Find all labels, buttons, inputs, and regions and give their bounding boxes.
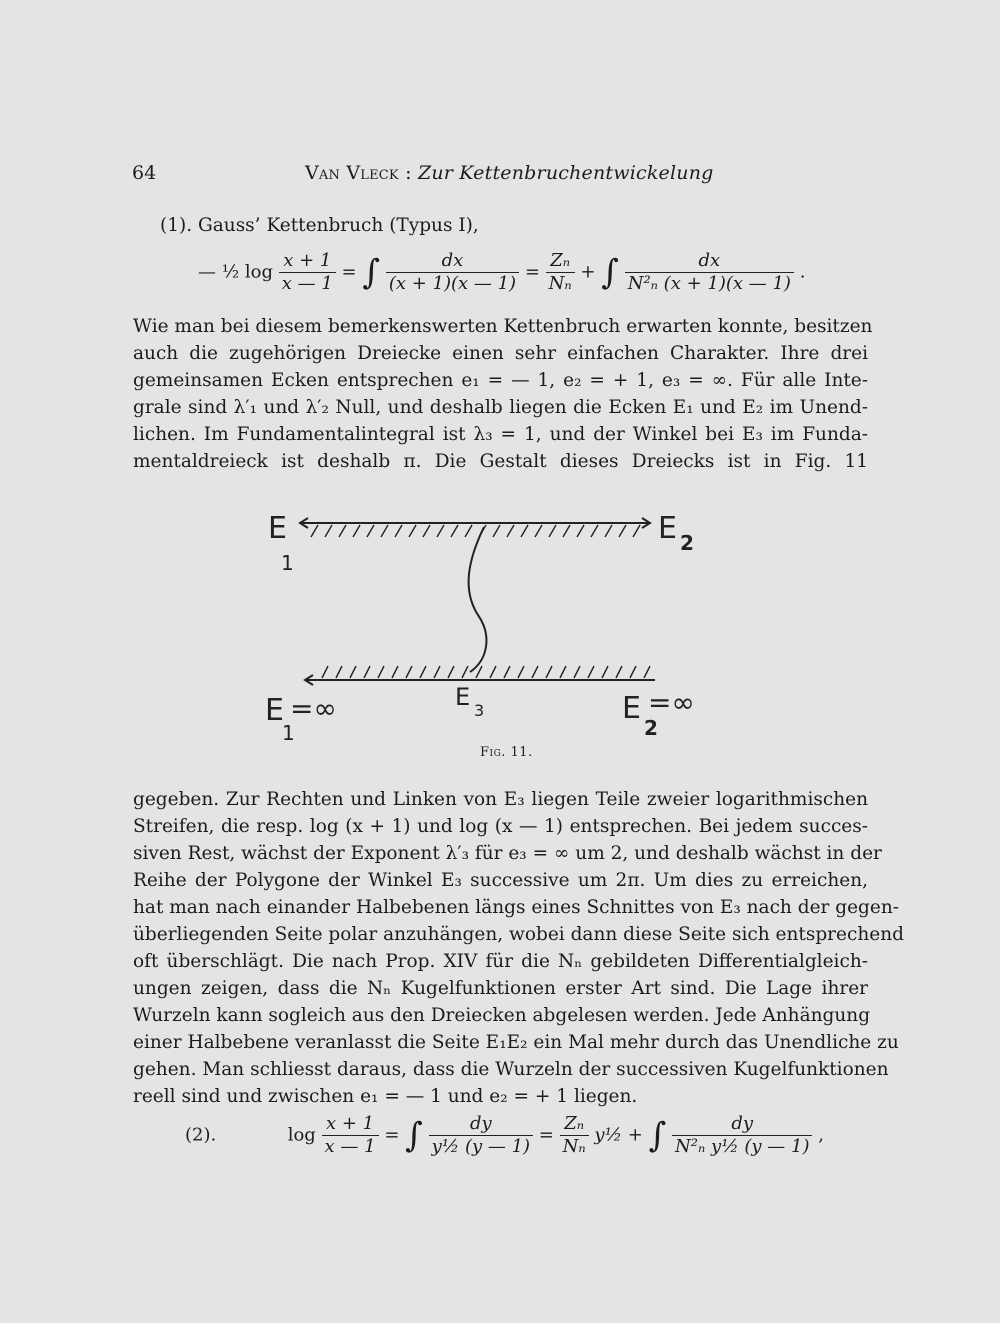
label-e1-top: E	[268, 511, 287, 546]
eq2-rem-den: N²ₙ y½ (y — 1)	[675, 1136, 810, 1157]
para2-line: Streifen, die resp. log (x + 1) und log (x — 1) entsprechen. Bei jedem succes-	[133, 816, 868, 837]
connecting-curve	[469, 527, 487, 672]
eq2-integrand	[429, 1113, 533, 1158]
eq2-fraction	[322, 1113, 379, 1158]
header-author: Van Vleck	[305, 162, 399, 184]
top-hatching	[311, 525, 640, 537]
eq2-plus: +	[627, 1124, 643, 1146]
eq1-nn: Nₙ	[548, 273, 572, 294]
label-e2-infinity: =∞	[648, 686, 695, 719]
eq2-mid: y½	[594, 1124, 623, 1146]
header-separator: :	[405, 162, 412, 184]
equation-2	[185, 1113, 824, 1158]
figure-caption: Fig. 11.	[480, 745, 533, 760]
label-e2-bottom: E	[622, 691, 641, 726]
bottom-hatching	[322, 666, 650, 678]
integral-sign: ∫	[362, 252, 381, 293]
label-e2-top-sub: 2	[680, 531, 694, 555]
para2-line: gegeben. Zur Rechten und Linken von E₃ liegen Teile zweier logarithmischen	[133, 789, 868, 810]
para2-line: oft überschlägt. Die nach Prop. XIV für die Nₙ gebildeten Differentialgleich-	[133, 951, 868, 972]
label-e1-bottom: E	[265, 693, 284, 728]
para2-line: Wurzeln kann sogleich aus den Dreiecken abgelesen werden. Jede Anhängung	[133, 1005, 871, 1026]
eq2-equals-2: =	[538, 1124, 554, 1146]
eq2-nn: Nₙ	[562, 1136, 586, 1157]
eq1-equals: =	[341, 261, 357, 283]
section1-heading: (1). Gauss’ Kettenbruch (Typus I),	[160, 215, 479, 236]
integral-sign: ∫	[601, 252, 619, 293]
eq1-frac-den: x — 1	[281, 273, 333, 294]
eq2-frac-num: x + 1	[322, 1113, 379, 1136]
para1-line: gemeinsamen Ecken entsprechen e₁ = — 1, e₂ = + 1, e₃ = ∞. Für alle Inte-	[133, 370, 868, 391]
eq1-prefix: — ½ log	[198, 261, 274, 283]
eq2-int-num: dy	[429, 1113, 533, 1136]
label-e2-bottom-sub: 2	[644, 716, 658, 740]
eq1-int-num: dx	[386, 250, 519, 273]
eq1-int-den: (x + 1)(x — 1)	[388, 273, 517, 294]
para2-line: überliegenden Seite polar anzuhängen, wobei dann diese Seite sich entsprechend	[133, 924, 904, 945]
label-e1-bottom-sub: 1	[282, 721, 295, 745]
eq1-zn: Zₙ	[546, 250, 575, 273]
eq1-rem-den: N²ₙ (x + 1)(x — 1)	[627, 273, 791, 294]
header-title: Zur Kettenbruchentwickelung	[417, 162, 714, 184]
eq2-label: (2).	[185, 1124, 217, 1146]
eq1-plus: +	[580, 261, 596, 283]
eq2-zn: Zₙ	[560, 1113, 589, 1136]
label-e1-top-sub: 1	[281, 551, 294, 575]
label-e2-top: E	[658, 511, 677, 546]
para2-line: siven Rest, wächst der Exponent λ′₃ für e₃ = ∞ um 2, und deshalb wächst in der	[133, 843, 882, 864]
para1-line: lichen. Im Fundamentalintegral ist λ₃ = 1, und der Winkel bei E₃ im Funda-	[133, 424, 868, 445]
para1-line: Wie man bei diesem bemerkenswerten Kettenbruch erwarten konnte, besitzen	[133, 316, 873, 337]
eq1-rem-num: dx	[625, 250, 794, 273]
eq2-remainder	[672, 1113, 812, 1158]
eq2-rem-num: dy	[672, 1113, 812, 1136]
para2-line: reell sind und zwischen e₁ = — 1 und e₂ = + 1 liegen.	[133, 1086, 638, 1107]
eq1-frac-num: x + 1	[279, 250, 336, 273]
para2-line: hat man nach einander Halbebenen längs eines Schnittes von E₃ nach der gegen-	[133, 897, 899, 918]
integral-sign: ∫	[405, 1115, 423, 1156]
para1-line: grale sind λ′₁ und λ′₂ Null, und deshalb liegen die Ecken E₁ und E₂ im Unend-	[133, 397, 868, 418]
eq2-int-den: y½ (y — 1)	[431, 1136, 531, 1157]
para2-line: einer Halbebene veranlasst die Seite E₁E₂ ein Mal mehr durch das Unendliche zu	[133, 1032, 899, 1053]
eq2-convergent	[560, 1113, 589, 1158]
para2-line: gehen. Man schliesst daraus, dass die Wurzeln der successiven Kugelfunktionen	[133, 1059, 889, 1080]
eq2-end: ,	[818, 1124, 824, 1146]
label-e3-sub: 3	[474, 701, 485, 720]
integral-sign: ∫	[648, 1115, 667, 1156]
para1-line: mentaldreieck ist deshalb π. Die Gestalt dieses Dreiecks ist in Fig. 11	[133, 451, 868, 472]
label-e3: E	[455, 683, 471, 711]
label-e1-infinity: =∞	[290, 692, 337, 725]
para2-line: ungen zeigen, dass die Nₙ Kugelfunktionen erster Art sind. Die Lage ihrer	[133, 978, 868, 999]
page-number: 64	[132, 162, 157, 184]
eq1-end: .	[799, 261, 806, 283]
para1-line: auch die zugehörigen Dreiecke einen sehr einfachen Charakter. Ihre drei	[133, 343, 868, 364]
eq2-prefix: log	[287, 1124, 316, 1146]
para2-line: Reihe der Polygone der Winkel E₃ successive um 2π. Um dies zu erreichen,	[133, 870, 868, 891]
eq2-equals: =	[384, 1124, 400, 1146]
eq1-equals-2: =	[524, 261, 540, 283]
eq2-frac-den: x — 1	[324, 1136, 376, 1157]
